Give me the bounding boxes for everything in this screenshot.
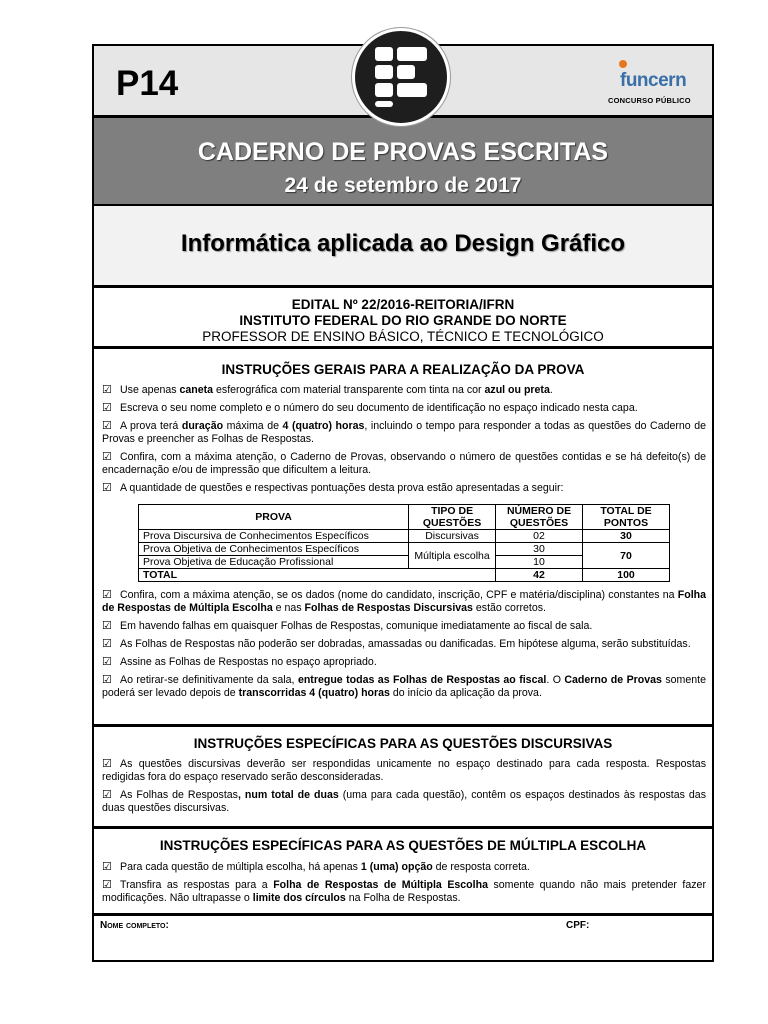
table-cell: Discursivas	[409, 530, 496, 543]
institution-logo-icon	[352, 28, 450, 126]
instruction-text: Ao retirar-se definitivamente da sala,	[120, 674, 298, 686]
table-header: TIPO DE QUESTÕES	[409, 505, 496, 530]
table-cell: Múltipla escolha	[409, 543, 496, 569]
instruction-text: transcorridas 4 (quatro) horas	[238, 687, 390, 699]
instruction-text: Escreva o seu nome completo e o número do seu documento de identificação no espaço indicado nesta capa.	[120, 402, 638, 414]
instruction-text: Folha de Respostas de Múltipla Escolha	[273, 879, 488, 891]
instruction-item	[102, 879, 706, 905]
instruction-text: Para cada questão de múltipla escolha, há apenas	[120, 861, 361, 873]
table-header: TOTAL DE PONTOS	[583, 505, 670, 530]
table-cell: 70	[583, 543, 670, 569]
multiple-choice-instructions-list	[102, 861, 706, 910]
general-instructions-list-continued	[102, 589, 706, 705]
instruction-text: , num total de duas	[237, 789, 339, 801]
discursive-instructions-title: INSTRUÇÕES ESPECÍFICAS PARA AS QUESTÕES DISCURSIVAS	[193, 736, 613, 751]
instruction-text: , incluindo o tempo para responder a todas as questões do Caderno de Provas e preencher as Folhas de Respostas.	[102, 420, 706, 445]
instruction-text: e nas	[272, 602, 305, 614]
instruction-item	[102, 656, 706, 669]
multiple-choice-instructions-title: INSTRUÇÕES ESPECÍFICAS PARA AS QUESTÕES DE MÚLTIPLA ESCOLHA	[159, 838, 647, 853]
instruction-text: A prova terá	[120, 420, 182, 432]
instruction-text: Caderno de Provas	[564, 674, 662, 686]
instruction-text: A quantidade de questões e respectivas pontuações desta prova estão apresentadas a seguir:	[120, 482, 564, 494]
exam-code: P14	[116, 64, 179, 103]
instruction-text: na Folha de Respostas.	[345, 892, 461, 904]
instruction-text: esferográfica com material transparente com tinta na cor	[213, 384, 485, 396]
instruction-text: azul ou preta	[484, 384, 550, 396]
edital-line-2: INSTITUTO FEDERAL DO RIO GRANDE DO NORTE	[239, 313, 567, 328]
table-header: PROVA	[139, 505, 409, 530]
org-logo-subtitle: CONCURSO PÚBLICO	[608, 96, 691, 105]
instruction-text: máxima de	[223, 420, 283, 432]
instruction-text: Confira, com a máxima atenção, se os dados (nome do candidato, inscrição, CPF e matéria/disciplina) constantes na	[120, 589, 678, 601]
instruction-text: Em havendo falhas em quaisquer Folhas de Respostas, comunique imediatamente ao fiscal de sala.	[120, 620, 593, 632]
table-cell: 02	[496, 530, 583, 543]
checkbox-icon: ☑	[102, 674, 112, 686]
section-divider	[94, 826, 712, 829]
subject-section	[94, 206, 712, 288]
checkbox-icon: ☑	[102, 638, 112, 650]
checkbox-icon: ☑	[102, 656, 112, 668]
general-instructions-title: INSTRUÇÕES GERAIS PARA A REALIZAÇÃO DA PROVA	[221, 362, 585, 377]
instruction-text: As questões discursivas deverão ser respondidas unicamente no espaço destinado para cada resposta. Respostas redigidas fora do espaço reservado serão desconsideradas.	[102, 758, 706, 783]
table-row	[139, 543, 670, 556]
instruction-text: (uma para cada questão), contêm os espaços destinados às respostas das duas questões discursivas.	[102, 789, 706, 814]
table-cell: 100	[583, 569, 670, 582]
edital-line-1: EDITAL Nº 22/2016-REITORIA/IFRN	[291, 297, 515, 312]
instruction-text: entregue todas as Folhas de Respostas ao fiscal	[297, 674, 547, 686]
instruction-item	[102, 589, 706, 615]
instruction-item	[102, 451, 706, 477]
instruction-text: somente poderá ser levado depois de	[102, 674, 706, 699]
instruction-text: Assine as Folhas de Respostas no espaço apropriado.	[120, 656, 377, 668]
table-cell: 30	[496, 543, 583, 556]
instruction-text: Folha de Respostas de Múltipla Escolha	[102, 589, 706, 614]
edital-section	[94, 291, 712, 349]
instruction-item	[102, 638, 706, 651]
instruction-item	[102, 674, 706, 700]
exam-date: 24 de setembro de 2017	[284, 174, 522, 197]
checkbox-icon: ☑	[102, 789, 112, 801]
instruction-text: somente quando não mais pretender fazer modificações. Não ultrapasse o	[102, 879, 706, 904]
candidate-info-row	[94, 916, 712, 962]
instruction-item	[102, 384, 706, 397]
instruction-text: caneta	[179, 384, 214, 396]
table-cell: 30	[583, 530, 670, 543]
instruction-text: As Folhas de Respostas não poderão ser dobradas, amassadas ou danificadas. Em hipótese alguma, serão substituídas.	[120, 638, 691, 650]
booklet-title: CADERNO DE PROVAS ESCRITAS	[197, 138, 609, 166]
full-name-label: Nome completo:	[100, 920, 169, 931]
instruction-text: .	[549, 384, 553, 396]
section-divider	[94, 724, 712, 727]
table-total-row	[139, 569, 670, 582]
table-row	[139, 530, 670, 543]
checkbox-icon: ☑	[102, 758, 112, 770]
checkbox-icon: ☑	[102, 482, 112, 494]
instruction-text: . O	[546, 674, 565, 686]
questions-table	[138, 504, 670, 582]
instruction-text: limite dos círculos	[252, 892, 346, 904]
instruction-text: do início da aplicação da prova.	[389, 687, 542, 699]
instruction-text: de resposta correta.	[432, 861, 530, 873]
instruction-text: 4 (quatro) horas	[282, 420, 365, 432]
checkbox-icon: ☑	[102, 861, 112, 873]
org-logo-name: funcern	[620, 70, 687, 91]
table-header: NÚMERO DE QUESTÕES	[496, 505, 583, 530]
table-cell: 10	[496, 556, 583, 569]
instruction-item	[102, 482, 706, 495]
instruction-text: Use apenas	[120, 384, 180, 396]
checkbox-icon: ☑	[102, 620, 112, 632]
checkbox-icon: ☑	[102, 402, 112, 414]
general-instructions-list	[102, 384, 706, 500]
edital-line-3: PROFESSOR DE ENSINO BÁSICO, TÉCNICO E TECNOLÓGICO	[202, 329, 604, 344]
exam-cover	[92, 44, 714, 962]
table-cell: Prova Objetiva de Educação Profissional	[139, 556, 409, 569]
org-logo-dot	[619, 60, 627, 68]
cpf-label: CPF:	[566, 920, 590, 931]
checkbox-icon: ☑	[102, 879, 112, 891]
instruction-item	[102, 758, 706, 784]
table-cell: Prova Objetiva de Conhecimentos Específicos	[139, 543, 409, 556]
instruction-text: duração	[181, 420, 224, 432]
instruction-item	[102, 620, 706, 633]
subject-title: Informática aplicada ao Design Gráfico	[180, 230, 626, 257]
checkbox-icon: ☑	[102, 589, 112, 601]
instruction-item	[102, 402, 706, 415]
checkbox-icon: ☑	[102, 451, 112, 463]
instruction-text: 1 (uma) opção	[360, 861, 433, 873]
instruction-text: Transfira as respostas para a	[120, 879, 274, 891]
instruction-text: Folhas de Respostas Discursivas	[304, 602, 473, 614]
checkbox-icon: ☑	[102, 384, 112, 396]
instruction-item	[102, 861, 706, 874]
instruction-item	[102, 789, 706, 815]
table-cell: 42	[496, 569, 583, 582]
instruction-text: Confira, com a máxima atenção, o Caderno de Provas, observando o número de questões contidas e se há defeito(s) de encadernação e/ou de impressão que dificultem a leitura.	[102, 451, 706, 476]
instruction-text: As Folhas de Respostas	[120, 789, 238, 801]
table-cell: TOTAL	[139, 569, 496, 582]
table-cell: Prova Discursiva de Conhecimentos Específicos	[139, 530, 409, 543]
instruction-item	[102, 420, 706, 446]
instruction-text: estão corretos.	[472, 602, 546, 614]
discursive-instructions-list	[102, 758, 706, 820]
title-banner	[94, 118, 712, 206]
checkbox-icon: ☑	[102, 420, 112, 432]
